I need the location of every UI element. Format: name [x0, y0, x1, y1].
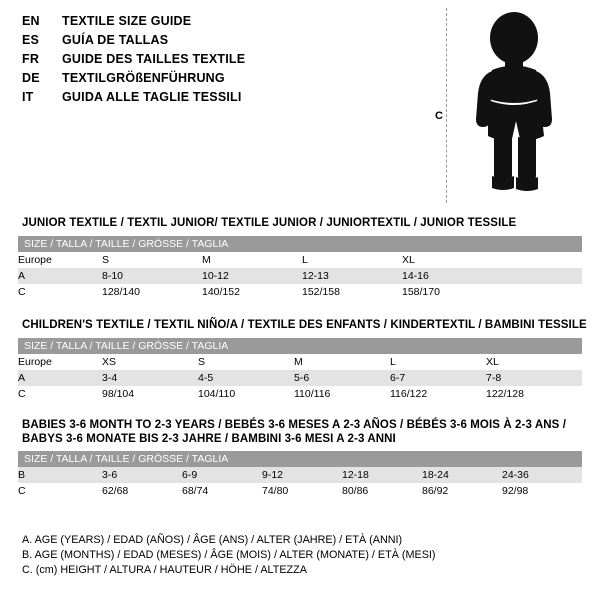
table-header-label: SIZE / TALLA / TAILLE / GRÖSSE / TAGLIA	[18, 338, 582, 354]
cell: 4-5	[198, 370, 294, 386]
cell: 14-16	[402, 268, 582, 284]
column-header-m: M	[294, 354, 390, 370]
row-label-c: C	[18, 386, 102, 402]
language-code: IT	[22, 90, 34, 104]
cell: 152/158	[302, 284, 402, 300]
cell: 62/68	[102, 483, 182, 499]
row-label-c: C	[18, 483, 102, 499]
legend-item-c: C. (cm) HEIGHT / ALTURA / HAUTEUR / HÖHE / ALTEZZA	[22, 564, 307, 576]
cell: 92/98	[502, 483, 582, 499]
cell: 68/74	[182, 483, 262, 499]
language-title: TEXTILE SIZE GUIDE	[62, 14, 192, 28]
section-title-babies	[22, 418, 566, 446]
cell: 98/104	[102, 386, 198, 402]
cell: 158/170	[402, 284, 582, 300]
cell: 122/128	[486, 386, 582, 402]
cell: 5-6	[294, 370, 390, 386]
cell: 86/92	[422, 483, 502, 499]
row-label-c: C	[18, 284, 102, 300]
section-title-junior: JUNIOR TEXTILE / TEXTIL JUNIOR/ TEXTILE JUNIOR / JUNIORTEXTIL / JUNIOR TESSILE	[22, 217, 517, 229]
language-code: DE	[22, 71, 40, 85]
column-header-europe: Europe	[18, 252, 102, 268]
language-row	[22, 90, 452, 109]
section-title-children: CHILDREN'S TEXTILE / TEXTIL NIÑO/A / TEXTILE DES ENFANTS / KINDERTEXTIL / BAMBINI TESSILE	[22, 319, 587, 331]
language-code: EN	[22, 14, 40, 28]
column-header-xl: XL	[402, 252, 582, 268]
table-header-row	[18, 236, 582, 252]
legend	[22, 533, 582, 578]
cell: 110/116	[294, 386, 390, 402]
table-row	[18, 252, 582, 268]
language-list	[22, 14, 452, 109]
row-label-a: A	[18, 370, 102, 386]
row-label-a: A	[18, 268, 102, 284]
table-header-row	[18, 338, 582, 354]
language-row	[22, 52, 452, 71]
column-header-xl: XL	[486, 354, 582, 370]
language-row	[22, 14, 452, 33]
language-code: ES	[22, 33, 40, 47]
cell: 80/86	[342, 483, 422, 499]
table-row	[18, 268, 582, 284]
cell: 128/140	[102, 284, 202, 300]
column-header-m: M	[202, 252, 302, 268]
table-row	[18, 354, 582, 370]
language-title: TEXTILGRÖßENFÜHRUNG	[62, 71, 225, 85]
children-size-table	[18, 338, 582, 402]
table-row	[18, 284, 582, 300]
junior-size-table	[18, 236, 582, 300]
cell: 6-7	[390, 370, 486, 386]
cell: 12-18	[342, 467, 422, 483]
column-header-europe: Europe	[18, 354, 102, 370]
language-row	[22, 33, 452, 52]
table-row	[18, 386, 582, 402]
cell: 12-13	[302, 268, 402, 284]
column-header-s: S	[198, 354, 294, 370]
cell: 3-6	[102, 467, 182, 483]
cell: 24-36	[502, 467, 582, 483]
legend-item-b: B. AGE (MONTHS) / EDAD (MESES) / ÂGE (MOIS) / ALTER (MONATE) / ETÀ (MESI)	[22, 549, 436, 561]
column-header-xs: XS	[102, 354, 198, 370]
table-row	[18, 483, 582, 499]
row-label-b: B	[18, 467, 102, 483]
table-header-label: SIZE / TALLA / TAILLE / GRÖSSE / TAGLIA	[18, 236, 582, 252]
height-guide-line	[446, 8, 447, 203]
cell: 9-12	[262, 467, 342, 483]
cell: 18-24	[422, 467, 502, 483]
column-header-l: L	[302, 252, 402, 268]
language-title: GUÍA DE TALLAS	[62, 33, 169, 47]
language-title: GUIDE DES TAILLES TEXTILE	[62, 52, 246, 66]
table-header-row	[18, 451, 582, 467]
measure-c-label: C	[435, 110, 443, 122]
measurement-figure	[432, 6, 592, 206]
language-title: GUIDA ALLE TAGLIE TESSILI	[62, 90, 242, 104]
cell: 116/122	[390, 386, 486, 402]
cell: 6-9	[182, 467, 262, 483]
legend-item-a: A. AGE (YEARS) / EDAD (AÑOS) / ÂGE (ANS) / ALTER (JAHRE) / ETÀ (ANNI)	[22, 534, 403, 546]
cell: 7-8	[486, 370, 582, 386]
cell: 10-12	[202, 268, 302, 284]
cell: 8-10	[102, 268, 202, 284]
column-header-l: L	[390, 354, 486, 370]
language-code: FR	[22, 52, 40, 66]
toddler-silhouette-icon	[458, 10, 578, 202]
section-title-babies-line1: BABIES 3-6 MONTH TO 2-3 YEARS / BEBÉS 3-6 MESES A 2-3 AÑOS / BÉBÉS 3-6 MOIS À 2-3 ANS /	[22, 419, 566, 431]
cell: 140/152	[202, 284, 302, 300]
cell: 74/80	[262, 483, 342, 499]
section-title-babies-line2: BABYS 3-6 MONATE BIS 2-3 JAHRE / BAMBINI 3-6 MESI A 2-3 ANNI	[22, 433, 396, 445]
language-row	[22, 71, 452, 90]
table-row	[18, 467, 582, 483]
table-row	[18, 370, 582, 386]
cell: 104/110	[198, 386, 294, 402]
cell: 3-4	[102, 370, 198, 386]
table-header-label: SIZE / TALLA / TAILLE / GRÖSSE / TAGLIA	[18, 451, 582, 467]
babies-size-table	[18, 451, 582, 499]
column-header-s: S	[102, 252, 202, 268]
